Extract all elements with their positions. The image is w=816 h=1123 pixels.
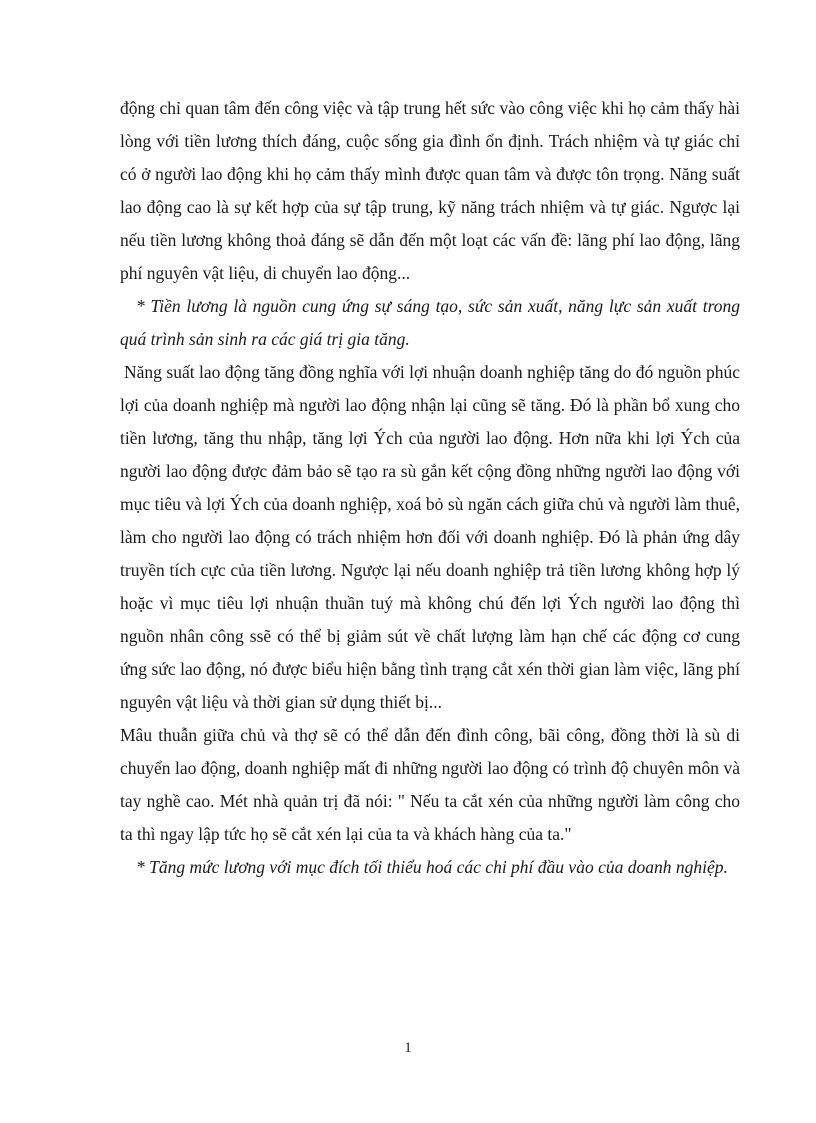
body-text — [120, 92, 740, 884]
paragraph-productivity: Năng suất lao động tăng đồng nghĩa với lợi nhuận doanh nghiệp tăng do đó nguồn phúc lợi của doanh nghiệp mà người lao động nhận lại cũng sẽ tăng. Đó là phần bổ xung cho tiền lương, tăng thu nhập, tăng lợi Ých của người lao động. Hơn nữa khi lợi Ých của người lao động được đảm bảo sẽ tạo ra sù gắn kết cộng đồng những người lao động với mục tiêu và lợi Ých của doanh nghiệp, xoá bỏ sù ngăn cách giữa chủ và người làm thuê, làm cho người lao động có trách nhiệm hơn đối với doanh nghiệp. Đó là phản ứng dây truyền tích cực của tiền lương. Ngược lại nếu doanh nghiệp trả tiền lương không hợp lý hoặc vì mục tiêu lợi nhuận thuần tuý mà không chú đến lợi Ých người lao động thì nguồn nhân công ssẽ có thể bị giảm sút về chất lượng làm hạn chế các động cơ cung ứng sức lao động, nó được biểu hiện bằng tình trạng cắt xén thời gian làm việc, lãng phí nguyên vật liệu và thời gian sử dụng thiết bị... — [120, 362, 740, 712]
heading-minimize-costs: * Tăng mức lương với mục đích tối thiểu hoá các chi phí đầu vào của doanh nghiệp. — [136, 857, 728, 877]
page-number: 1 — [404, 1040, 412, 1056]
paragraph-motivation: động chỉ quan tâm đến công việc và tập trung hết sức vào công việc khi họ cảm thấy hài lòng với tiền lương thích đáng, cuộc sống gia đình ổn định. Trách nhiệm và tự giác chỉ có ở người lao động khi họ cảm thấy mình được quan tâm và được tôn trọng. Năng suất lao động cao là sự kết hợp của sự tập trung, kỹ năng trách nhiệm và tự giác. Ngược lại nếu tiền lương không thoả đáng sẽ dẫn đến một loạt các vấn đề: lãng phí lao động, lãng phí nguyên vật liệu, di chuyển lao động... — [120, 98, 740, 283]
paragraph-conflict: Mâu thuẫn giữa chủ và thợ sẽ có thể dẫn đến đình công, bãi công, đồng thời là sù di chuyển lao động, doanh nghiệp mất đi những người lao động có trình độ chuyên môn và tay nghề cao. Mét nhà quản trị đã nói: " Nếu ta cắt xén của những người làm công cho ta thì ngay lập tức họ sẽ cắt xén lại của ta và khách hàng của ta." — [120, 725, 740, 844]
heading-creativity-source: * Tiền lương là nguồn cung ứng sự sáng tạo, sức sản xuất, năng lực sản xuất trong quá trình sản sinh ra các giá trị gia tăng. — [120, 296, 740, 349]
